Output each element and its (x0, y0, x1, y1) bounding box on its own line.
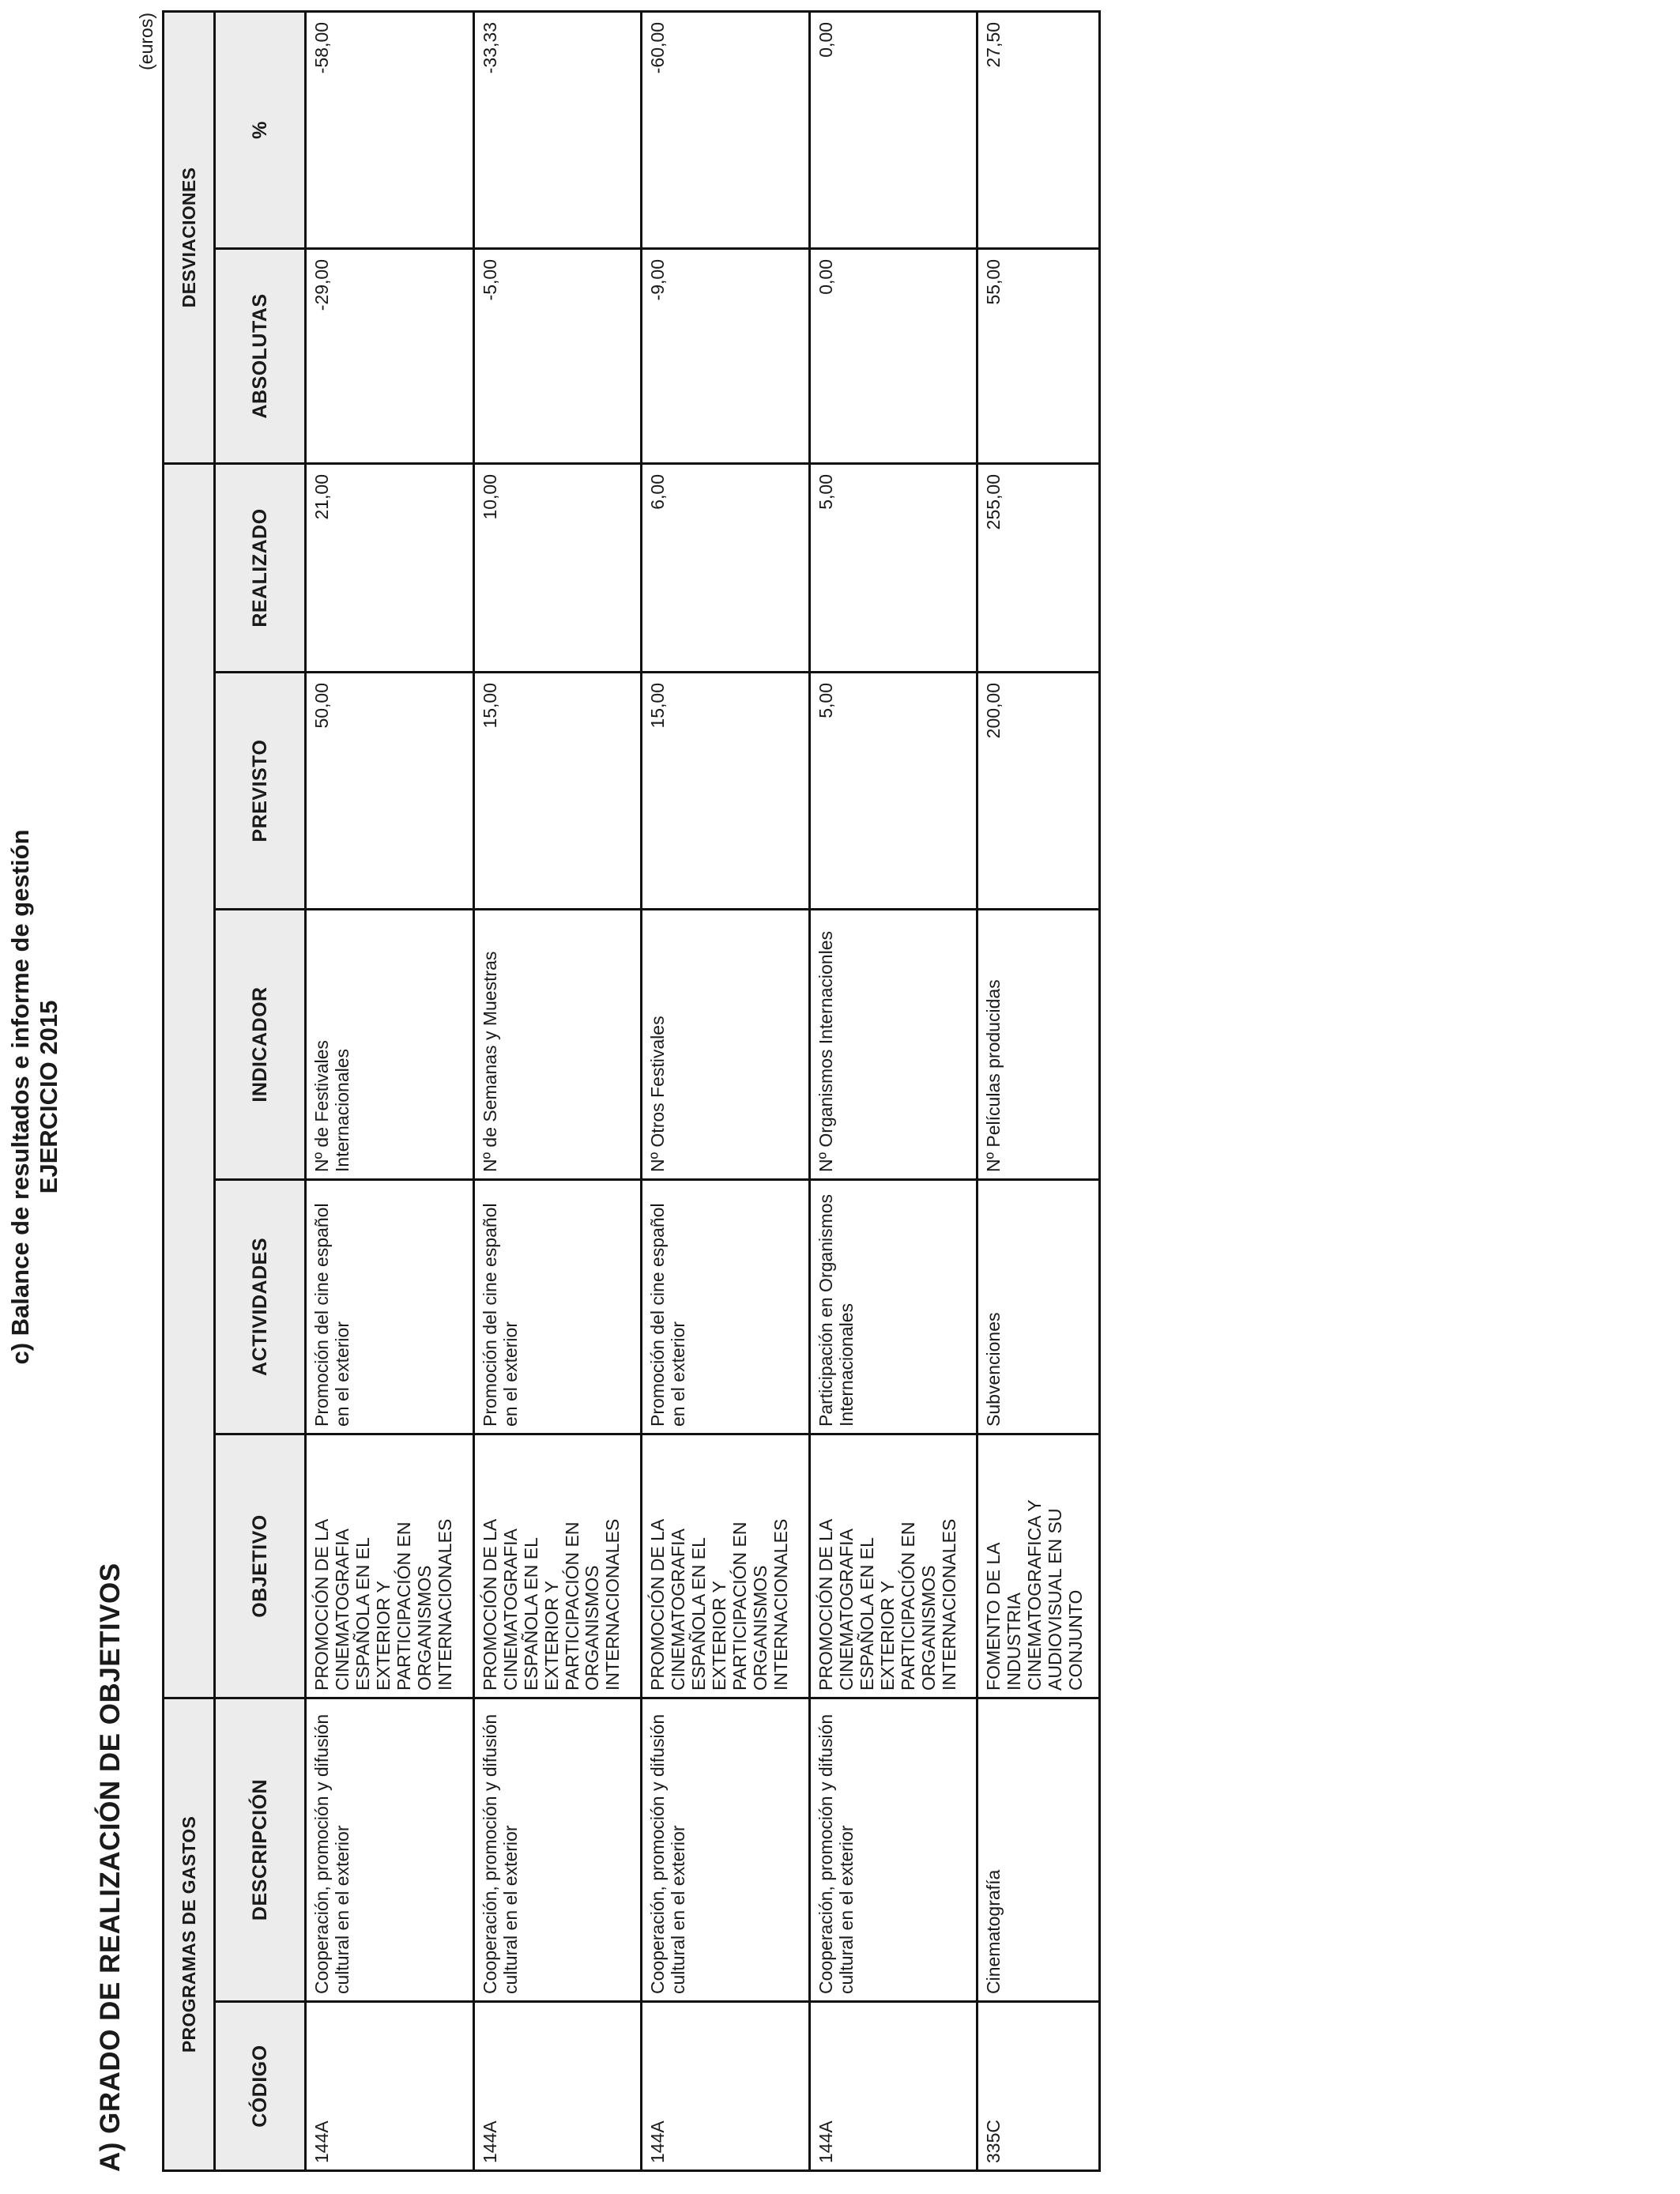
cell-actividades: Promoción del cine español en el exterior (642, 1179, 810, 1434)
cell-realizado: 255,00 (977, 463, 1100, 672)
report-title: c) Balance de resultados e informe de gestión (6, 829, 34, 1365)
cell-realizado: 21,00 (306, 463, 474, 672)
cell-previsto: 50,00 (306, 672, 474, 909)
cell-indicador: Nº Organismos Internacionles (809, 909, 977, 1179)
col-header-absolutas: ABSOLUTAS (215, 248, 306, 463)
cell-porcentaje: -58,00 (306, 11, 474, 248)
objectives-table (162, 10, 1101, 2172)
col-header-actividades: ACTIVIDADES (215, 1179, 306, 1434)
cell-codigo: 144A (473, 2002, 642, 2171)
cell-absolutas: -9,00 (642, 248, 810, 463)
cell-descripcion: Cooperación, promoción y difusión cultural en el exterior (473, 1698, 642, 2001)
table-row (473, 11, 642, 2170)
cell-objetivo: PROMOCIÓN DE LA CINEMATOGRAFIA ESPAÑOLA EN EL EXTERIOR Y PARTICIPACIÓN EN ORGANISMOS INTERNACIONALES (473, 1434, 642, 1698)
table-row (977, 11, 1100, 2170)
cell-previsto: 200,00 (977, 672, 1100, 909)
cell-realizado: 10,00 (473, 463, 642, 672)
table-row (306, 11, 474, 2170)
col-header-realizado: REALIZADO (215, 463, 306, 672)
cell-porcentaje: -60,00 (642, 11, 810, 248)
units-label: (euros) (136, 13, 156, 70)
cell-objetivo: PROMOCIÓN DE LA CINEMATOGRAFIA ESPAÑOLA EN EL EXTERIOR Y PARTICIPACIÓN EN ORGANISMOS INTERNACIONALES (809, 1434, 977, 1698)
cell-indicador: Nº de Semanas y Muestras (473, 909, 642, 1179)
cell-descripcion: Cinematografía (977, 1698, 1100, 2001)
col-header-indicador: INDICADOR (215, 909, 306, 1179)
table-row (809, 11, 977, 2170)
cell-realizado: 5,00 (809, 463, 977, 672)
col-header-previsto: PREVISTO (215, 672, 306, 909)
cell-indicador: Nº de Festivales Internacionales (306, 909, 474, 1179)
cell-indicador: Nº Otros Festivales (642, 909, 810, 1179)
cell-absolutas: -29,00 (306, 248, 474, 463)
col-header-codigo: CÓDIGO (215, 2002, 306, 2171)
table-row (642, 11, 810, 2170)
cell-actividades: Promoción del cine español en el exterior (306, 1179, 474, 1434)
cell-porcentaje: 0,00 (809, 11, 977, 248)
cell-objetivo: PROMOCIÓN DE LA CINEMATOGRAFIA ESPAÑOLA EN EL EXTERIOR Y PARTICIPACIÓN EN ORGANISMOS INTERNACIONALES (306, 1434, 474, 1698)
col-header-objetivo: OBJETIVO (215, 1434, 306, 1698)
group-header-programas: PROGRAMAS DE GASTOS (164, 1698, 215, 2170)
cell-actividades: Subvenciones (977, 1179, 1100, 1434)
cell-previsto: 15,00 (642, 672, 810, 909)
cell-codigo: 335C (977, 2002, 1100, 2171)
cell-descripcion: Cooperación, promoción y difusión cultural en el exterior (809, 1698, 977, 2001)
cell-actividades: Promoción del cine español en el exterior (473, 1179, 642, 1434)
cell-absolutas: 0,00 (809, 248, 977, 463)
col-header-descripcion: DESCRIPCIÓN (215, 1698, 306, 2001)
report-subtitle: EJERCICIO 2015 (35, 1000, 62, 1194)
cell-descripcion: Cooperación, promoción y difusión cultural en el exterior (306, 1698, 474, 2001)
cell-absolutas: -5,00 (473, 248, 642, 463)
cell-previsto: 15,00 (473, 672, 642, 909)
cell-absolutas: 55,00 (977, 248, 1100, 463)
group-header-blank (164, 463, 215, 1698)
cell-indicador: Nº Películas producidas (977, 909, 1100, 1179)
group-header-desviaciones: DESVIACIONES (164, 11, 215, 463)
cell-codigo: 144A (306, 2002, 474, 2171)
cell-objetivo: FOMENTO DE LA INDUSTRIA CINEMATOGRAFICA Y AUDIOVISUAL EN SU CONJUNTO (977, 1434, 1100, 1698)
cell-previsto: 5,00 (809, 672, 977, 909)
col-header-porcentaje: % (215, 11, 306, 248)
cell-porcentaje: -33,33 (473, 11, 642, 248)
cell-descripcion: Cooperación, promoción y difusión cultural en el exterior (642, 1698, 810, 2001)
cell-objetivo: PROMOCIÓN DE LA CINEMATOGRAFIA ESPAÑOLA EN EL EXTERIOR Y PARTICIPACIÓN EN ORGANISMOS INTERNACIONALES (642, 1434, 810, 1698)
section-heading: A) GRADO DE REALIZACIÓN DE OBJETIVOS (95, 1563, 126, 2172)
cell-actividades: Participación en Organismos Internacionales (809, 1179, 977, 1434)
cell-porcentaje: 27,50 (977, 11, 1100, 248)
cell-codigo: 144A (642, 2002, 810, 2171)
cell-codigo: 144A (809, 2002, 977, 2171)
cell-realizado: 6,00 (642, 463, 810, 672)
